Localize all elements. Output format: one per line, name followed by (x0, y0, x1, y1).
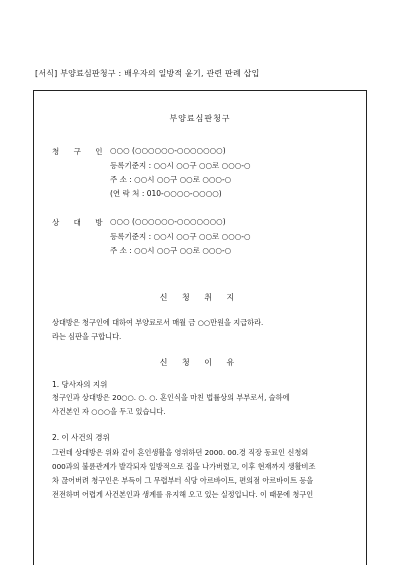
respondent-domicile: 등록기준지 : ○○시 ○○구 ○○로 ○○○-○ (110, 232, 251, 241)
document-header-title: [서식] 부양료심판청구 : 배우자의 일방적 윤기, 관련 판례 삽입 (35, 69, 260, 78)
reasons-section2-text (52, 446, 352, 502)
purpose-text (52, 316, 352, 344)
purpose-line: 상대방은 청구인에 대하여 부양료로서 매월 금 ○○만원을 지급하라. (52, 318, 264, 327)
purpose-heading: 신 청 취 지 (159, 293, 241, 302)
claimant-name: ○○○ (○○○○○○-○○○○○○○) (110, 146, 226, 155)
purpose-line: 라는 심판을 구합니다. (52, 332, 122, 341)
reasons-section2-title: 2. 이 사건의 경위 (52, 433, 110, 442)
reasons-section2-line: 000과의 불륜관계가 발각되자 일방적으로 집을 나가버렸고, 이후 현재까지 생활비조 (52, 462, 316, 471)
reasons-section1-title: 1. 당사자의 지위 (52, 380, 108, 389)
claimant-domicile: 등록기준지 : ○○시 ○○구 ○○로 ○○○-○ (110, 161, 251, 170)
reasons-section1-text (52, 391, 352, 419)
claimant-contact: (연 락 처 : 010-○○○○-○○○○) (110, 189, 222, 198)
claimant-label: 청 구 인 (52, 147, 109, 156)
respondent-label: 상 대 방 (52, 218, 109, 227)
document-title: 부양료심판청구 (169, 114, 231, 123)
respondent-address: 주 소 : ○○시 ○○구 ○○로 ○○○-○ (110, 246, 232, 255)
claimant-address: 주 소 : ○○시 ○○구 ○○로 ○○○-○ (110, 175, 232, 184)
reasons-section2-line: 전전하며 어렵게 사건본인과 생계를 유지해 오고 있는 실정입니다. 이 때문에 청구인 (52, 490, 314, 499)
respondent-name: ○○○ (○○○○○○-○○○○○○○) (110, 217, 226, 226)
reasons-section2-line: 차 끊어버려 청구인은 부득이 그 무렵부터 식당 아르바이트, 편의점 아르바이트 등을 (52, 476, 314, 485)
reasons-heading: 신 청 이 유 (159, 358, 241, 367)
reasons-section1-line: 사건본인 자 ○○○을 두고 있습니다. (52, 407, 166, 416)
reasons-section1-line: 청구인과 상대방은 20○○. ○. ○. 혼인식을 마친 법률상의 부부로서, 슬하에 (52, 393, 290, 402)
reasons-section2-line: 그런데 상대방은 위와 같이 혼인생활을 영위하던 2000. 00.경 직장 동료인 신청외 (52, 448, 309, 457)
